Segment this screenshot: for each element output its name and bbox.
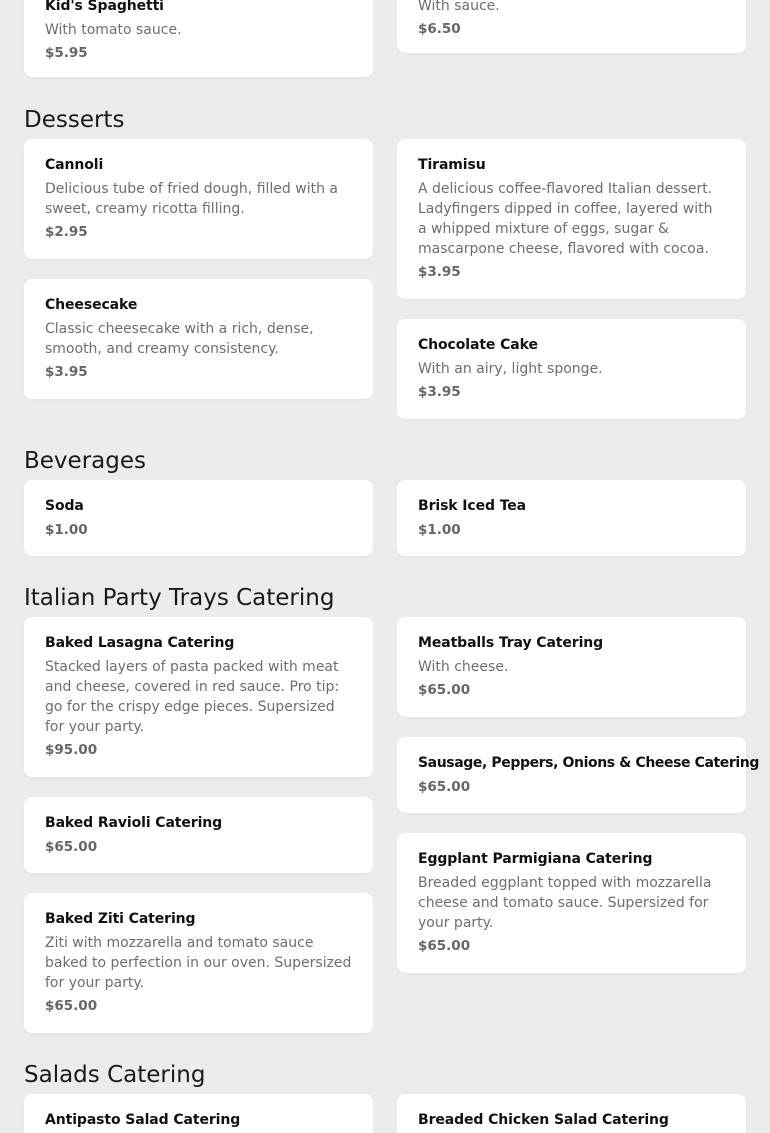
item-name: Soda: [45, 498, 84, 514]
item-description: Delicious tube of fried dough, filled with a sweet, creamy ricotta filling.: [45, 181, 338, 217]
menu-item-soda[interactable]: [24, 480, 373, 556]
item-description: With tomato sauce.: [45, 22, 182, 38]
menu-item-cannoli[interactable]: [24, 139, 373, 259]
item-price: $3.95: [418, 264, 461, 280]
item-price: $65.00: [45, 998, 98, 1014]
item-price: $95.00: [45, 742, 98, 758]
item-price: $1.00: [418, 522, 461, 538]
menu-item-baked-ziti[interactable]: [24, 893, 373, 1033]
item-description: With sauce.: [418, 0, 500, 14]
item-name: Baked Ravioli Catering: [45, 815, 223, 831]
section-title-party-trays: Italian Party Trays Catering: [24, 585, 335, 611]
item-description: Stacked layers of pasta packed with meat and cheese, covered in red sauce. Pro tip: go for the crispy edge pieces. Supersized for your party.: [45, 659, 340, 735]
item-price: $65.00: [418, 938, 471, 954]
menu-item-baked-lasagna[interactable]: [24, 617, 373, 777]
item-name: Meatballs Tray Catering: [418, 635, 604, 651]
menu-item-cheesecake[interactable]: [24, 279, 373, 399]
item-name: Brisk Iced Tea: [418, 498, 527, 514]
item-name: Antipasto Salad Catering: [45, 1112, 241, 1128]
menu-item-breaded-chicken-salad[interactable]: [397, 1094, 746, 1133]
menu-item-brisk-iced-tea[interactable]: [397, 480, 746, 556]
menu-item-baked-ravioli[interactable]: [24, 797, 373, 873]
menu-item-antipasto-salad[interactable]: [24, 1094, 373, 1133]
item-price: $3.95: [418, 384, 461, 400]
item-price: $1.00: [45, 522, 88, 538]
section-title-beverages: Beverages: [24, 448, 146, 474]
item-price: $65.00: [418, 779, 471, 795]
menu-item-eggplant-parmigiana[interactable]: [397, 833, 746, 973]
item-name: Tiramisu: [418, 157, 486, 173]
menu-item-meatballs-tray[interactable]: [397, 617, 746, 717]
item-description: Classic cheesecake with a rich, dense, smooth, and creamy consistency.: [45, 321, 314, 357]
item-description: A delicious coffee-flavored Italian dessert. Ladyfingers dipped in coffee, layered with a whipped mixture of eggs, sugar & mascarpone cheese, flavored with cocoa.: [418, 181, 713, 257]
item-name: Baked Ziti Catering: [45, 911, 196, 927]
menu-item-kids-spaghetti[interactable]: [24, 0, 373, 77]
item-name: Sausage, Peppers, Onions & Cheese Catering: [418, 755, 759, 771]
item-price: $3.95: [45, 364, 88, 380]
menu-item-chocolate-cake[interactable]: [397, 319, 746, 419]
item-price: $6.50: [418, 21, 461, 37]
item-description: Breaded eggplant topped with mozzarella cheese and tomato sauce. Supersized for your party.: [418, 875, 712, 931]
item-name: Eggplant Parmigiana Catering: [418, 851, 653, 867]
item-price: $65.00: [418, 682, 471, 698]
menu-item-sausage-peppers[interactable]: [397, 737, 759, 813]
item-description: With an airy, light sponge.: [418, 361, 603, 377]
section-title-salads: Salads Catering: [24, 1062, 206, 1088]
item-name: Breaded Chicken Salad Catering: [418, 1112, 669, 1128]
item-name: Baked Lasagna Catering: [45, 635, 235, 651]
item-description: With cheese.: [418, 659, 509, 675]
item-price: $65.00: [45, 839, 98, 855]
item-price: $5.95: [45, 45, 88, 61]
menu-item-with-sauce[interactable]: [397, 0, 746, 53]
item-name: Cheesecake: [45, 297, 138, 313]
section-title-desserts: Desserts: [24, 107, 125, 133]
item-name: Kid's Spaghetti: [45, 0, 164, 14]
menu-item-tiramisu[interactable]: [397, 139, 746, 299]
item-name: Chocolate Cake: [418, 337, 538, 353]
item-price: $2.95: [45, 224, 88, 240]
item-description: Ziti with mozzarella and tomato sauce baked to perfection in our oven. Supersized for your party.: [45, 935, 352, 991]
item-name: Cannoli: [45, 157, 104, 173]
